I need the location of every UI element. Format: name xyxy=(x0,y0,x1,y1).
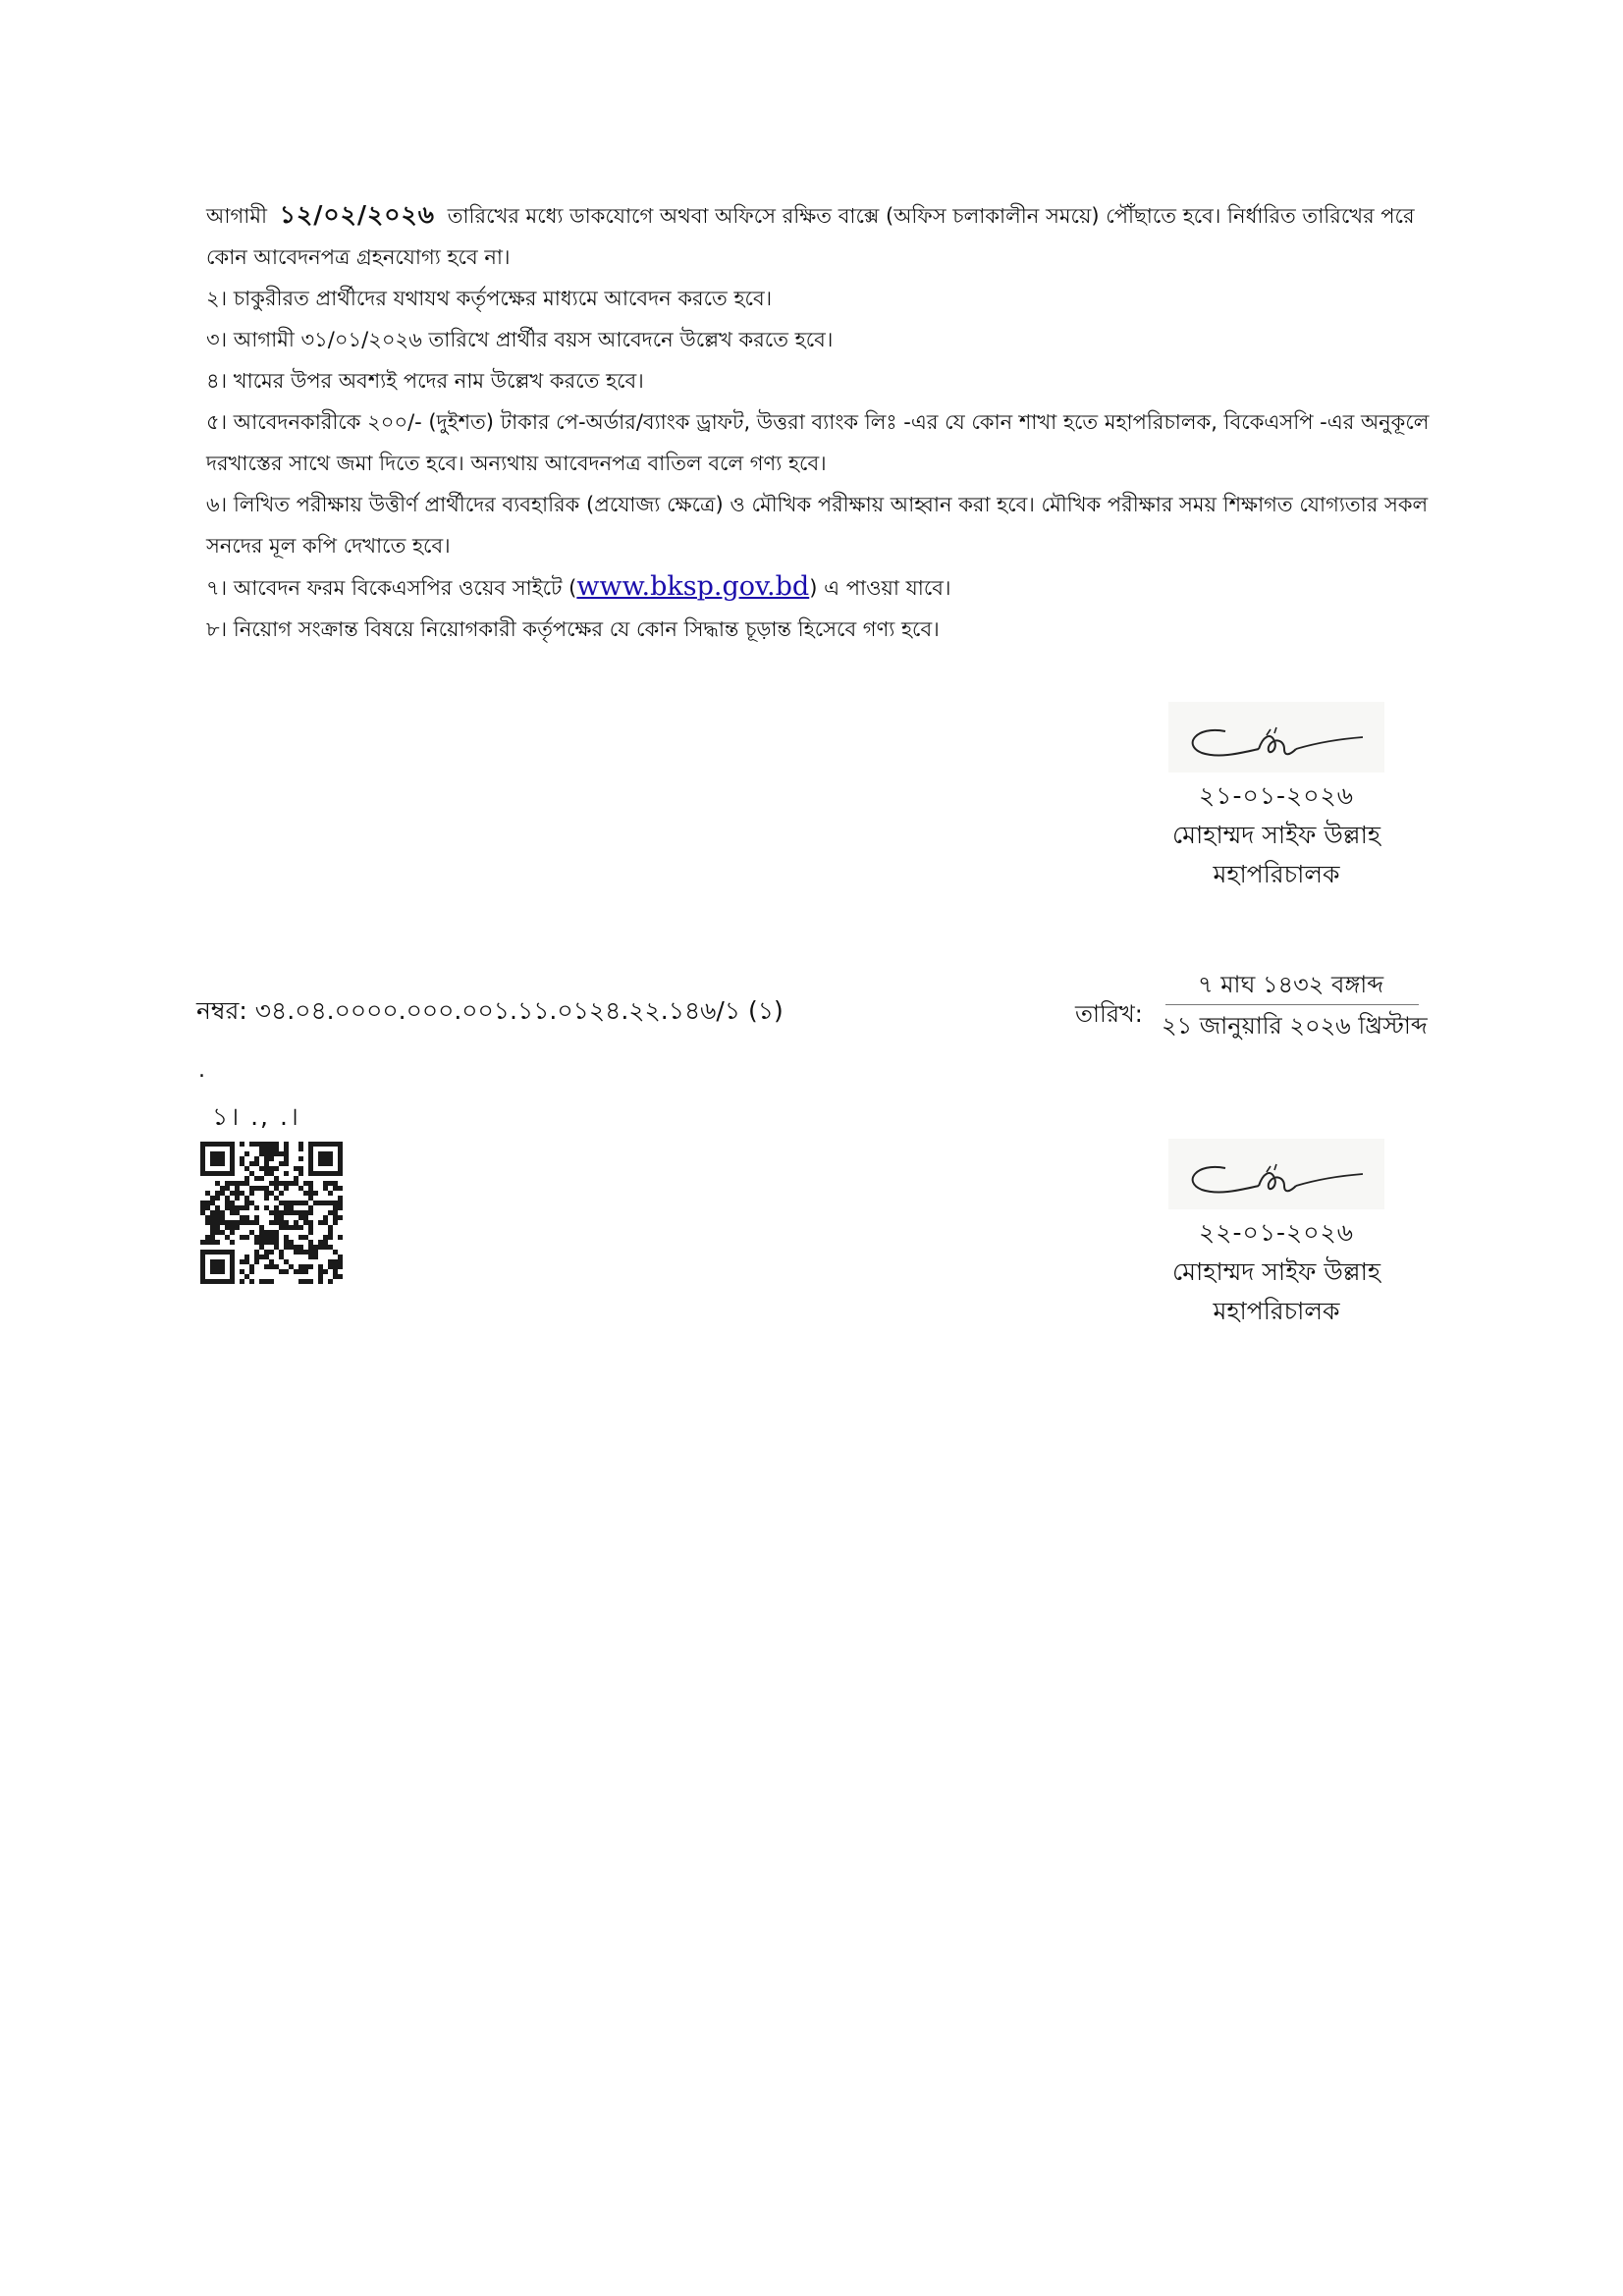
deadline-date: ১২/০২/২০২৬ xyxy=(279,200,435,229)
signature-icon xyxy=(1168,702,1384,773)
memo-date xyxy=(1075,967,1448,1045)
notice-item-4: ৪। খামের উপর অবশ্যই পদের নাম উল্লেখ করতে হবে। xyxy=(206,369,644,393)
signatory-name: মোহাম্মদ সাইফ উল্লাহ xyxy=(1172,1257,1380,1286)
notice-instructions xyxy=(206,194,1434,650)
distribution-dot: . xyxy=(198,1058,205,1083)
notice-item-8: ৮। নিয়োগ সংক্রান্ত বিষয়ে নিয়োগকারী কর্তৃপক্ষের যে কোন সিদ্ধান্ত চূড়ান্ত হিসেবে গণ্য হবে। xyxy=(206,617,940,641)
date-label: তারিখ: xyxy=(1075,1000,1143,1028)
item7-suffix: ) এ পাওয়া যাবে। xyxy=(809,576,951,600)
date-divider xyxy=(1165,1004,1419,1005)
item7-prefix: ৭। আবেদন ফরম বিকেএসপির ওয়েব সাইটে ( xyxy=(206,576,577,600)
deadline-prefix: আগামী xyxy=(206,204,268,228)
signatory-title: মহাপরিচালক xyxy=(1213,860,1340,888)
signature-date: ২২-০১-২০২৬ xyxy=(1198,1218,1355,1247)
signature-icon xyxy=(1168,1139,1384,1209)
notice-item-5: ৫। আবেদনকারীকে ২০০/- (দুইশত) টাকার পে-অর্ডার/ব্যাংক ড্রাফট, উত্তরা ব্যাংক লিঃ -এর যে কোন শাখা হতে মহাপরিচালক, বিকেএসপি -এর অনুকূলে দরখাস্তের সাথে জমা দিতে হবে। অন্যথায় আবেদনপত্র বাতিল বলে গণ্য হবে। xyxy=(206,410,1430,475)
date-bangla: ৭ মাঘ ১৪৩২ বঙ্গাব্দ xyxy=(1198,971,1384,998)
notice-item-2: ২। চাকুরীরত প্রার্থীদের যথাযথ কর্তৃপক্ষের মাধ্যমে আবেদন করতে হবে। xyxy=(206,287,773,310)
notice-item-1 xyxy=(206,194,1434,278)
website-link[interactable]: www.bksp.gov.bd xyxy=(576,571,810,602)
distribution-marker: ১। ., .। xyxy=(212,1102,300,1131)
memo-number: নম্বর: ৩৪.০৪.০০০০.০০০.০০১.১১.০১২৪.২২.১৪৬/১ (১) xyxy=(196,996,784,1025)
notice-item-3: ৩। আগামী ৩১/০১/২০২৬ তারিখে প্রার্থীর বয়স আবেদনে উল্লেখ করতে হবে। xyxy=(206,328,834,351)
signatory-name: মোহাম্মদ সাইফ উল্লাহ xyxy=(1172,821,1380,849)
date-gregorian: ২১ জানুয়ারি ২০২৬ খ্রিস্টাব্দ xyxy=(1162,1012,1428,1040)
signatory-title: মহাপরিচালক xyxy=(1213,1297,1340,1325)
notice-item-6: ৬। লিখিত পরীক্ষায় উত্তীর্ণ প্রার্থীদের ব্যবহারিক (প্রযোজ্য ক্ষেত্রে) ও মৌখিক পরীক্ষায় আহ্বান করা হবে। মৌখিক পরীক্ষার সময় শিক্ষাগত যোগ্যতার সকল সনদের মূল কপি দেখাতে হবে। xyxy=(206,493,1429,558)
deadline-text: তারিখের মধ্যে ডাকযোগে অথবা অফিসে রক্ষিত বাক্সে (অফিস চলাকালীন সময়ে) পৌঁছাতে হবে। নির্ধারিত তারিখের পরে কোন আবেদনপত্র গ্রহনযোগ্য হবে না। xyxy=(206,204,1415,269)
qr-code-icon xyxy=(200,1142,343,1284)
notice-item-7 xyxy=(206,566,1434,609)
signature-block-1 xyxy=(1129,702,1424,894)
signature-date: ২১-০১-২০২৬ xyxy=(1198,781,1355,810)
signature-block-2 xyxy=(1129,1139,1424,1331)
